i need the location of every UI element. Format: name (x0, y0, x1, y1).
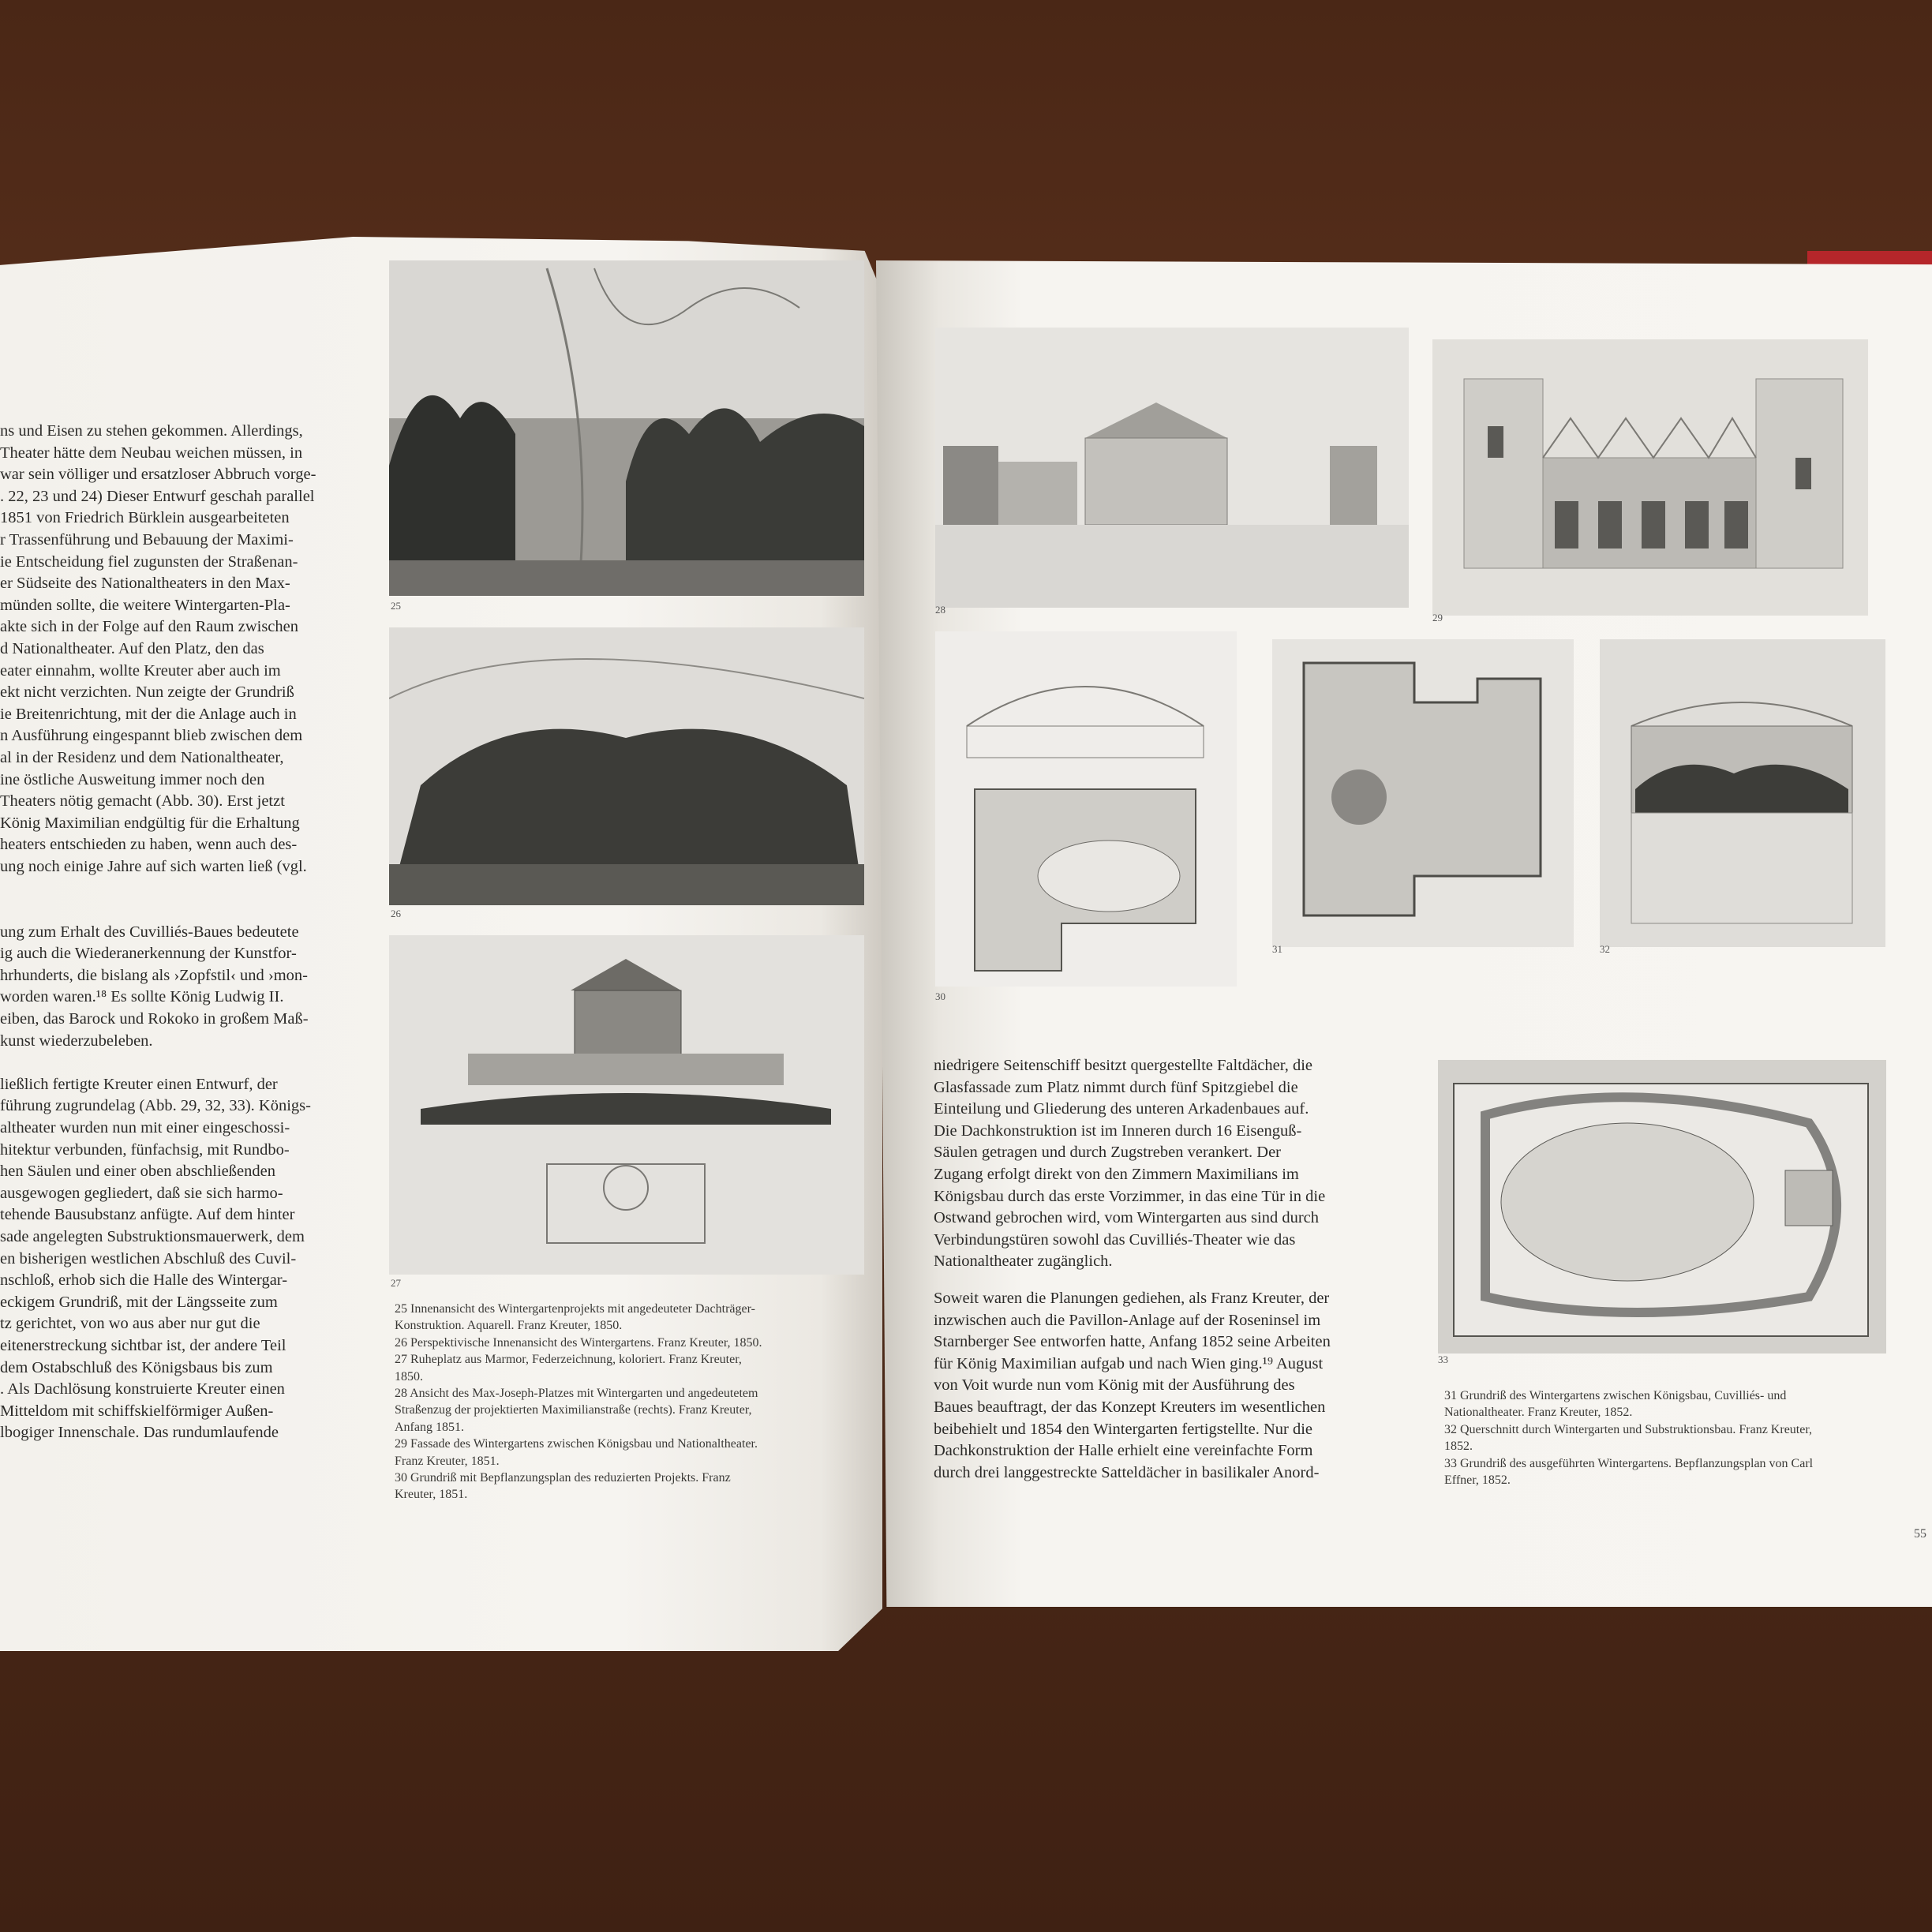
text-line: Verbindungstüren sowohl das Cuvilliés-Theater wie das (934, 1230, 1296, 1249)
text-line: n Ausführung eingespannt blieb zwischen dem (0, 727, 303, 745)
right-body-text-1 (934, 1055, 1325, 1273)
figure-29-facade (1432, 339, 1868, 616)
text-line (0, 900, 316, 922)
caption-line: 1852. (1444, 1440, 1473, 1454)
text-line: Einteilung und Gliederung des unteren Arkadenbaues auf. (934, 1100, 1309, 1118)
text-line: ließlich fertigte Kreuter einen Entwurf, der (0, 1075, 278, 1093)
text-line: Theater hätte dem Neubau weichen müssen, in (0, 444, 303, 462)
text-line: Die Dachkonstruktion ist im Inneren durch 16 Eisenguß- (934, 1121, 1302, 1140)
figure-number-29: 29 (1432, 612, 1443, 623)
text-line: inzwischen auch die Pavillon-Anlage auf der Roseninsel im (934, 1311, 1321, 1329)
text-line: war sein völliger und ersatzloser Abbruch vorge- (0, 466, 316, 484)
caption-line: Kreuter, 1851. (395, 1488, 468, 1502)
text-line: Ostwand gebrochen wird, vom Wintergarten aus sind durch (934, 1209, 1320, 1227)
figure-31-ground-plan (1272, 639, 1574, 947)
caption-line: 25 Innenansicht des Wintergartenprojekts mit angedeuteter Dachträger- (395, 1302, 755, 1316)
text-line: beibehielt und 1854 den Wintergarten fertigstellte. Nur die (934, 1420, 1313, 1438)
text-line: König Maximilian endgültig für die Erhaltung (0, 814, 300, 832)
caption-line: 33 Grundriß des ausgeführten Wintergartens. Bepflanzungsplan von Carl (1444, 1456, 1814, 1470)
text-line: en bisherigen westlichen Abschluß des Cuvil- (0, 1249, 297, 1267)
text-line: Zugang erfolgt direkt von den Zimmern Maximilians im (934, 1165, 1299, 1183)
text-line: 1851 von Friedrich Bürklein ausgearbeiteten (0, 509, 290, 527)
caption-line: 26 Perspektivische Innenansicht des Wintergartens. Franz Kreuter, 1850. (395, 1335, 762, 1350)
text-line (0, 1052, 316, 1074)
text-line: kunst wiederzubeleben. (0, 1032, 153, 1050)
text-line: ns und Eisen zu stehen gekommen. Allerdings, (0, 422, 303, 440)
figure-number-32: 32 (1600, 943, 1610, 955)
text-line: niedrigere Seitenschiff besitzt quergestellte Faltdächer, die (934, 1057, 1312, 1074)
text-line: Säulen getragen und durch Zugstreben verankert. Der (934, 1144, 1282, 1162)
caption-line: Effner, 1852. (1444, 1473, 1511, 1487)
right-captions (1444, 1387, 1813, 1488)
text-line: . Als Dachlösung konstruierte Kreuter einen (0, 1380, 285, 1398)
text-line: lbogiger Innenschale. Das rundumlaufende (0, 1424, 279, 1442)
figure-number-30: 30 (935, 990, 945, 1002)
text-line: ie Breitenrichtung, mit der die Anlage auch in (0, 705, 297, 723)
text-line: . 22, 23 und 24) Dieser Entwurf geschah parallel (0, 487, 315, 505)
text-line: eitenerstreckung sichtbar ist, der andere Teil (0, 1336, 286, 1354)
text-line: altheater wurden nun mit einer eingeschossi- (0, 1119, 290, 1136)
text-line: ig auch die Wiederanerkennung der Kunstfor- (0, 945, 297, 963)
text-line: eiben, das Barock und Rokoko in großem Maß- (0, 1010, 309, 1028)
caption-line: 27 Ruheplatz aus Marmor, Federzeichnung, koloriert. Franz Kreuter, (395, 1353, 742, 1367)
text-line: r Trassenführung und Bebauung der Maximi- (0, 530, 294, 549)
figure-27-marble-resting-place (389, 935, 864, 1275)
text-line: Königsbau durch das erste Vorzimmer, in das eine Tür in die (934, 1187, 1326, 1205)
text-line: hrhunderts, die bislang als ›Zopfstil‹ und ›mon- (0, 966, 309, 984)
text-line: ine östliche Ausweitung immer noch den (0, 770, 265, 788)
right-body-text-2 (934, 1288, 1331, 1484)
caption-line: Anfang 1851. (395, 1420, 464, 1434)
text-line: Theaters nötig gemacht (Abb. 30). Erst jetzt (0, 792, 285, 811)
text-line: von Voit wurde nun vom König mit der Ausführung des (934, 1376, 1295, 1395)
text-line: ie Entscheidung fiel zugunsten der Straßenan- (0, 552, 298, 571)
text-line: al in der Residenz und dem Nationaltheater, (0, 748, 284, 766)
figure-25-interior-watercolor (389, 260, 864, 596)
caption-line: 30 Grundriß mit Bepflanzungsplan des reduzierten Projekts. Franz (395, 1470, 731, 1485)
text-line (0, 878, 316, 900)
figure-32-cross-section (1600, 639, 1885, 947)
text-line: heaters entschieden zu haben, wenn auch des- (0, 836, 298, 854)
caption-line: 1850. (395, 1369, 423, 1383)
text-line: dem Ostabschluß des Königsbaus bis zum (0, 1358, 273, 1376)
text-line: Soweit waren die Planungen gediehen, als Franz Kreuter, der (934, 1290, 1330, 1307)
text-line: hitektur verbunden, fünfachsig, mit Rundbo- (0, 1140, 290, 1159)
text-line: ung zum Erhalt des Cuvilliés-Baues bedeutete (0, 923, 299, 941)
figure-number-31: 31 (1272, 943, 1282, 955)
text-line: worden waren.¹⁸ Es sollte König Ludwig II. (0, 988, 284, 1006)
figure-number-33: 33 (1438, 1354, 1448, 1365)
text-line: Mitteldom mit schiffskielförmiger Außen- (0, 1402, 274, 1420)
text-line: eckigem Grundriß, mit der Längsseite zum (0, 1293, 278, 1311)
text-line: ekt nicht verzichten. Nun zeigte der Grundriß (0, 683, 294, 702)
page-number: 55 (1914, 1527, 1926, 1541)
text-line: ung noch einige Jahre auf sich warten ließ (vgl. (0, 857, 307, 875)
left-captions (395, 1301, 762, 1503)
text-line: hen Säulen und einer oben abschließenden (0, 1163, 275, 1181)
caption-line: Franz Kreuter, 1851. (395, 1454, 500, 1468)
text-line: sade angelegten Substruktionsmauerwerk, dem (0, 1227, 305, 1245)
text-line: für König Maximilian aufgab und nach Wien ging.¹⁹ August (934, 1354, 1324, 1372)
caption-line: Nationaltheater. Franz Kreuter, 1852. (1444, 1406, 1633, 1420)
text-line: er Südseite des Nationaltheaters in den Max- (0, 575, 290, 593)
figure-number-28: 28 (935, 604, 945, 616)
text-line: münden sollte, die weitere Wintergarten-Pla- (0, 596, 290, 614)
text-line: tehende Bausubstanz anfügte. Auf dem hinter (0, 1206, 295, 1224)
figure-30-reduced-plan (935, 631, 1237, 987)
text-line: Baues beauftragt, der das Konzept Kreuters im wesentlichen (934, 1398, 1326, 1416)
text-line: nschloß, erhob sich die Halle des Wintergar- (0, 1271, 288, 1290)
text-line: Dachkonstruktion der Halle erhielt eine vereinfachte Form (934, 1442, 1313, 1460)
caption-line: 32 Querschnitt durch Wintergarten und Substruktionsbau. Franz Kreuter, (1444, 1422, 1813, 1436)
caption-line: 28 Ansicht des Max-Joseph-Platzes mit Wintergarten und angedeutetem (395, 1386, 758, 1400)
text-line: ausgewogen gegliedert, daß sie sich harmo- (0, 1184, 283, 1202)
text-line: führung zugrundelag (Abb. 29, 32, 33). Königs- (0, 1097, 311, 1115)
text-line: Nationaltheater zugänglich. (934, 1252, 1113, 1271)
text-line: tz gerichtet, von wo aus aber nur gut die (0, 1315, 260, 1333)
left-body-text (0, 421, 316, 1444)
figure-number-27: 27 (391, 1277, 401, 1289)
caption-line: 29 Fassade des Wintergartens zwischen Königsbau und Nationaltheater. (395, 1437, 758, 1451)
figure-28-max-joseph-platz (935, 328, 1409, 608)
text-line: Starnberger See entworfen hatte, Anfang 1852 seine Arbeiten (934, 1333, 1331, 1351)
figure-number-26: 26 (391, 908, 401, 919)
caption-line: Konstruktion. Aquarell. Franz Kreuter, 1850. (395, 1319, 623, 1333)
text-line: durch drei langgestreckte Satteldächer in basilikaler Anord- (934, 1463, 1320, 1481)
figure-33-executed-plan (1438, 1060, 1886, 1354)
text-line: d Nationaltheater. Auf den Platz, den das (0, 639, 264, 657)
figure-number-25: 25 (391, 600, 401, 612)
caption-line: 31 Grundriß des Wintergartens zwischen Königsbau, Cuvilliés- und (1444, 1389, 1787, 1402)
text-line: eater einnahm, wollte Kreuter aber auch im (0, 661, 281, 680)
text-line: Glasfassade zum Platz nimmt durch fünf Spitzgiebel die (934, 1078, 1298, 1096)
text-line: akte sich in der Folge auf den Raum zwischen (0, 618, 298, 636)
caption-line: Straßenzug der projektierten Maximilianstraße (rechts). Franz Kreuter, (395, 1403, 752, 1417)
figure-26-perspective-interior (389, 627, 864, 905)
